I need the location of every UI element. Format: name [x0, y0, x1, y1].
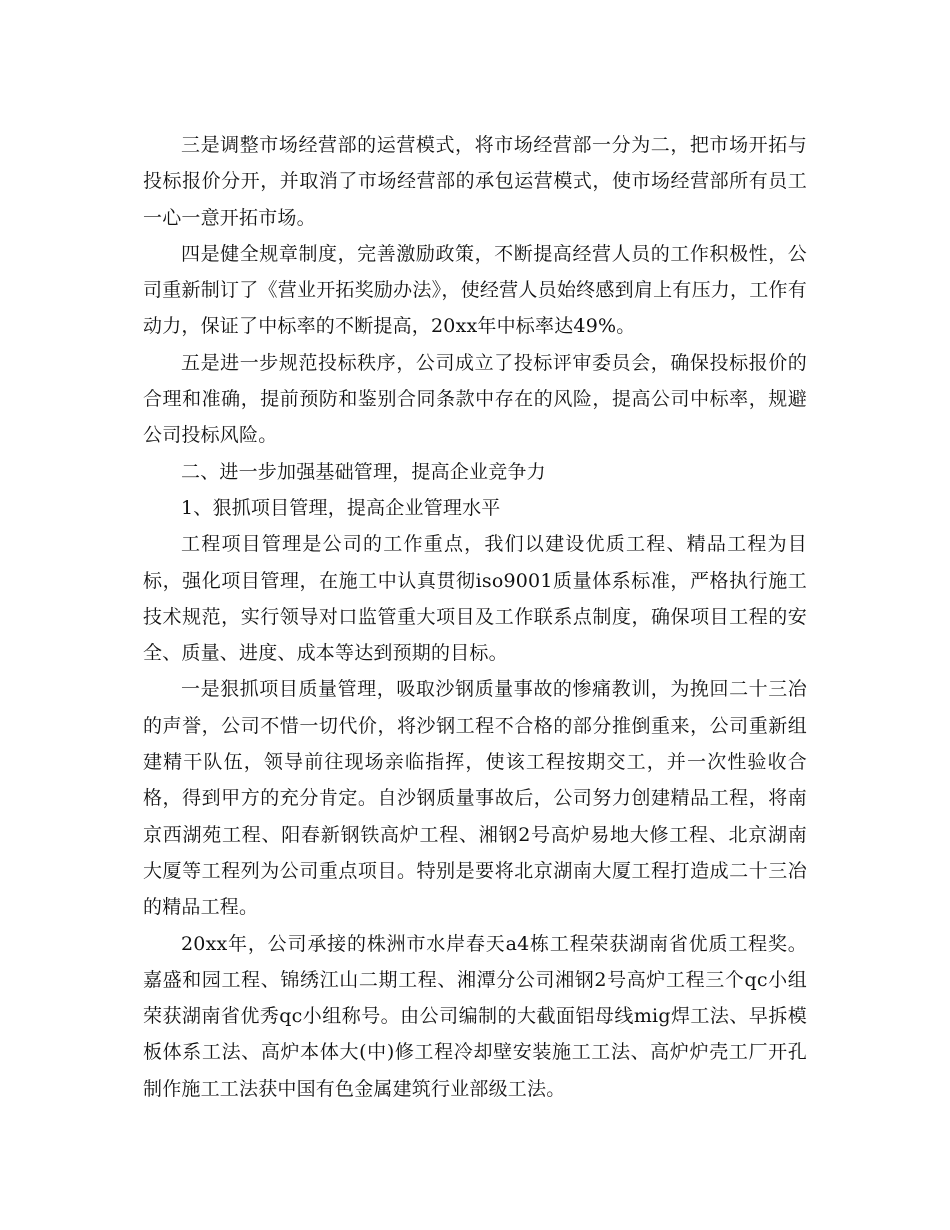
paragraph-bidding-order: 五是进一步规范投标秩序，公司成立了投标评审委员会，确保投标报价的合理和准确，提前预防和鉴别合同条款中存在的风险，提高公司中标率，规避公司投标风险。	[143, 351, 807, 447]
document-body	[143, 127, 807, 1107]
paragraph-project-management: 工程项目管理是公司的工作重点，我们以建设优质工程、精品工程为目标，强化项目管理，在施工中认真贯彻iso9001质量体系标准，严格执行施工技术规范，实行领导对口监管重大项目及工作联系点制度，确保项目工程的安全、质量、进度、成本等达到预期的目标。	[143, 533, 807, 665]
paragraph-quality-management: 一是狠抓项目质量管理，吸取沙钢质量事故的惨痛教训，为挽回二十三冶的声誉，公司不惜一切代价，将沙钢工程不合格的部分推倒重来，公司重新组建精干队伍，领导前往现场亲临指挥，使该工程按期交工，并一次性验收合格，得到甲方的充分肯定。自沙钢质量事故后，公司努力创建精品工程，将南京西湖苑工程、阳春新钢铁高炉工程、湘钢2号高炉易地大修工程、北京湖南大厦等工程列为公司重点项目。特别是要将北京湖南大厦工程打造成二十三冶的精品工程。	[143, 678, 807, 919]
paragraph-market-restructure: 三是调整市场经营部的运营模式，将市场经营部一分为二，把市场开拓与投标报价分开，并取消了市场经营部的承包运营模式，使市场经营部所有员工一心一意开拓市场。	[143, 134, 807, 229]
paragraph-awards: 20xx年，公司承接的株洲市水岸春天a4栋工程荣获湖南省优质工程奖。嘉盛和园工程、锦绣江山二期工程、湘潭分公司湘钢2号高炉工程三个qc小组荣获湖南省优秀qc小组称号。由公司编制的大截面铝母线mig焊工法、早拆模板体系工法、高炉本体大(中)修工程冷却壁安装施工工法、高炉炉壳工厂开孔制作施工工法获中国有色金属建筑行业部级工法。	[143, 932, 807, 1100]
subsection-heading: 1、狠抓项目管理，提高企业管理水平	[181, 496, 501, 519]
paragraph-rules-incentives: 四是健全规章制度，完善激励政策，不断提高经营人员的工作积极性，公司重新制订了《营业开拓奖励办法》，使经营人员始终感到肩上有压力，工作有动力，保证了中标率的不断提高，20xx年中标率达49%。	[143, 242, 807, 338]
section-heading: 二、进一步加强基础管理，提高企业竞争力	[181, 460, 546, 483]
